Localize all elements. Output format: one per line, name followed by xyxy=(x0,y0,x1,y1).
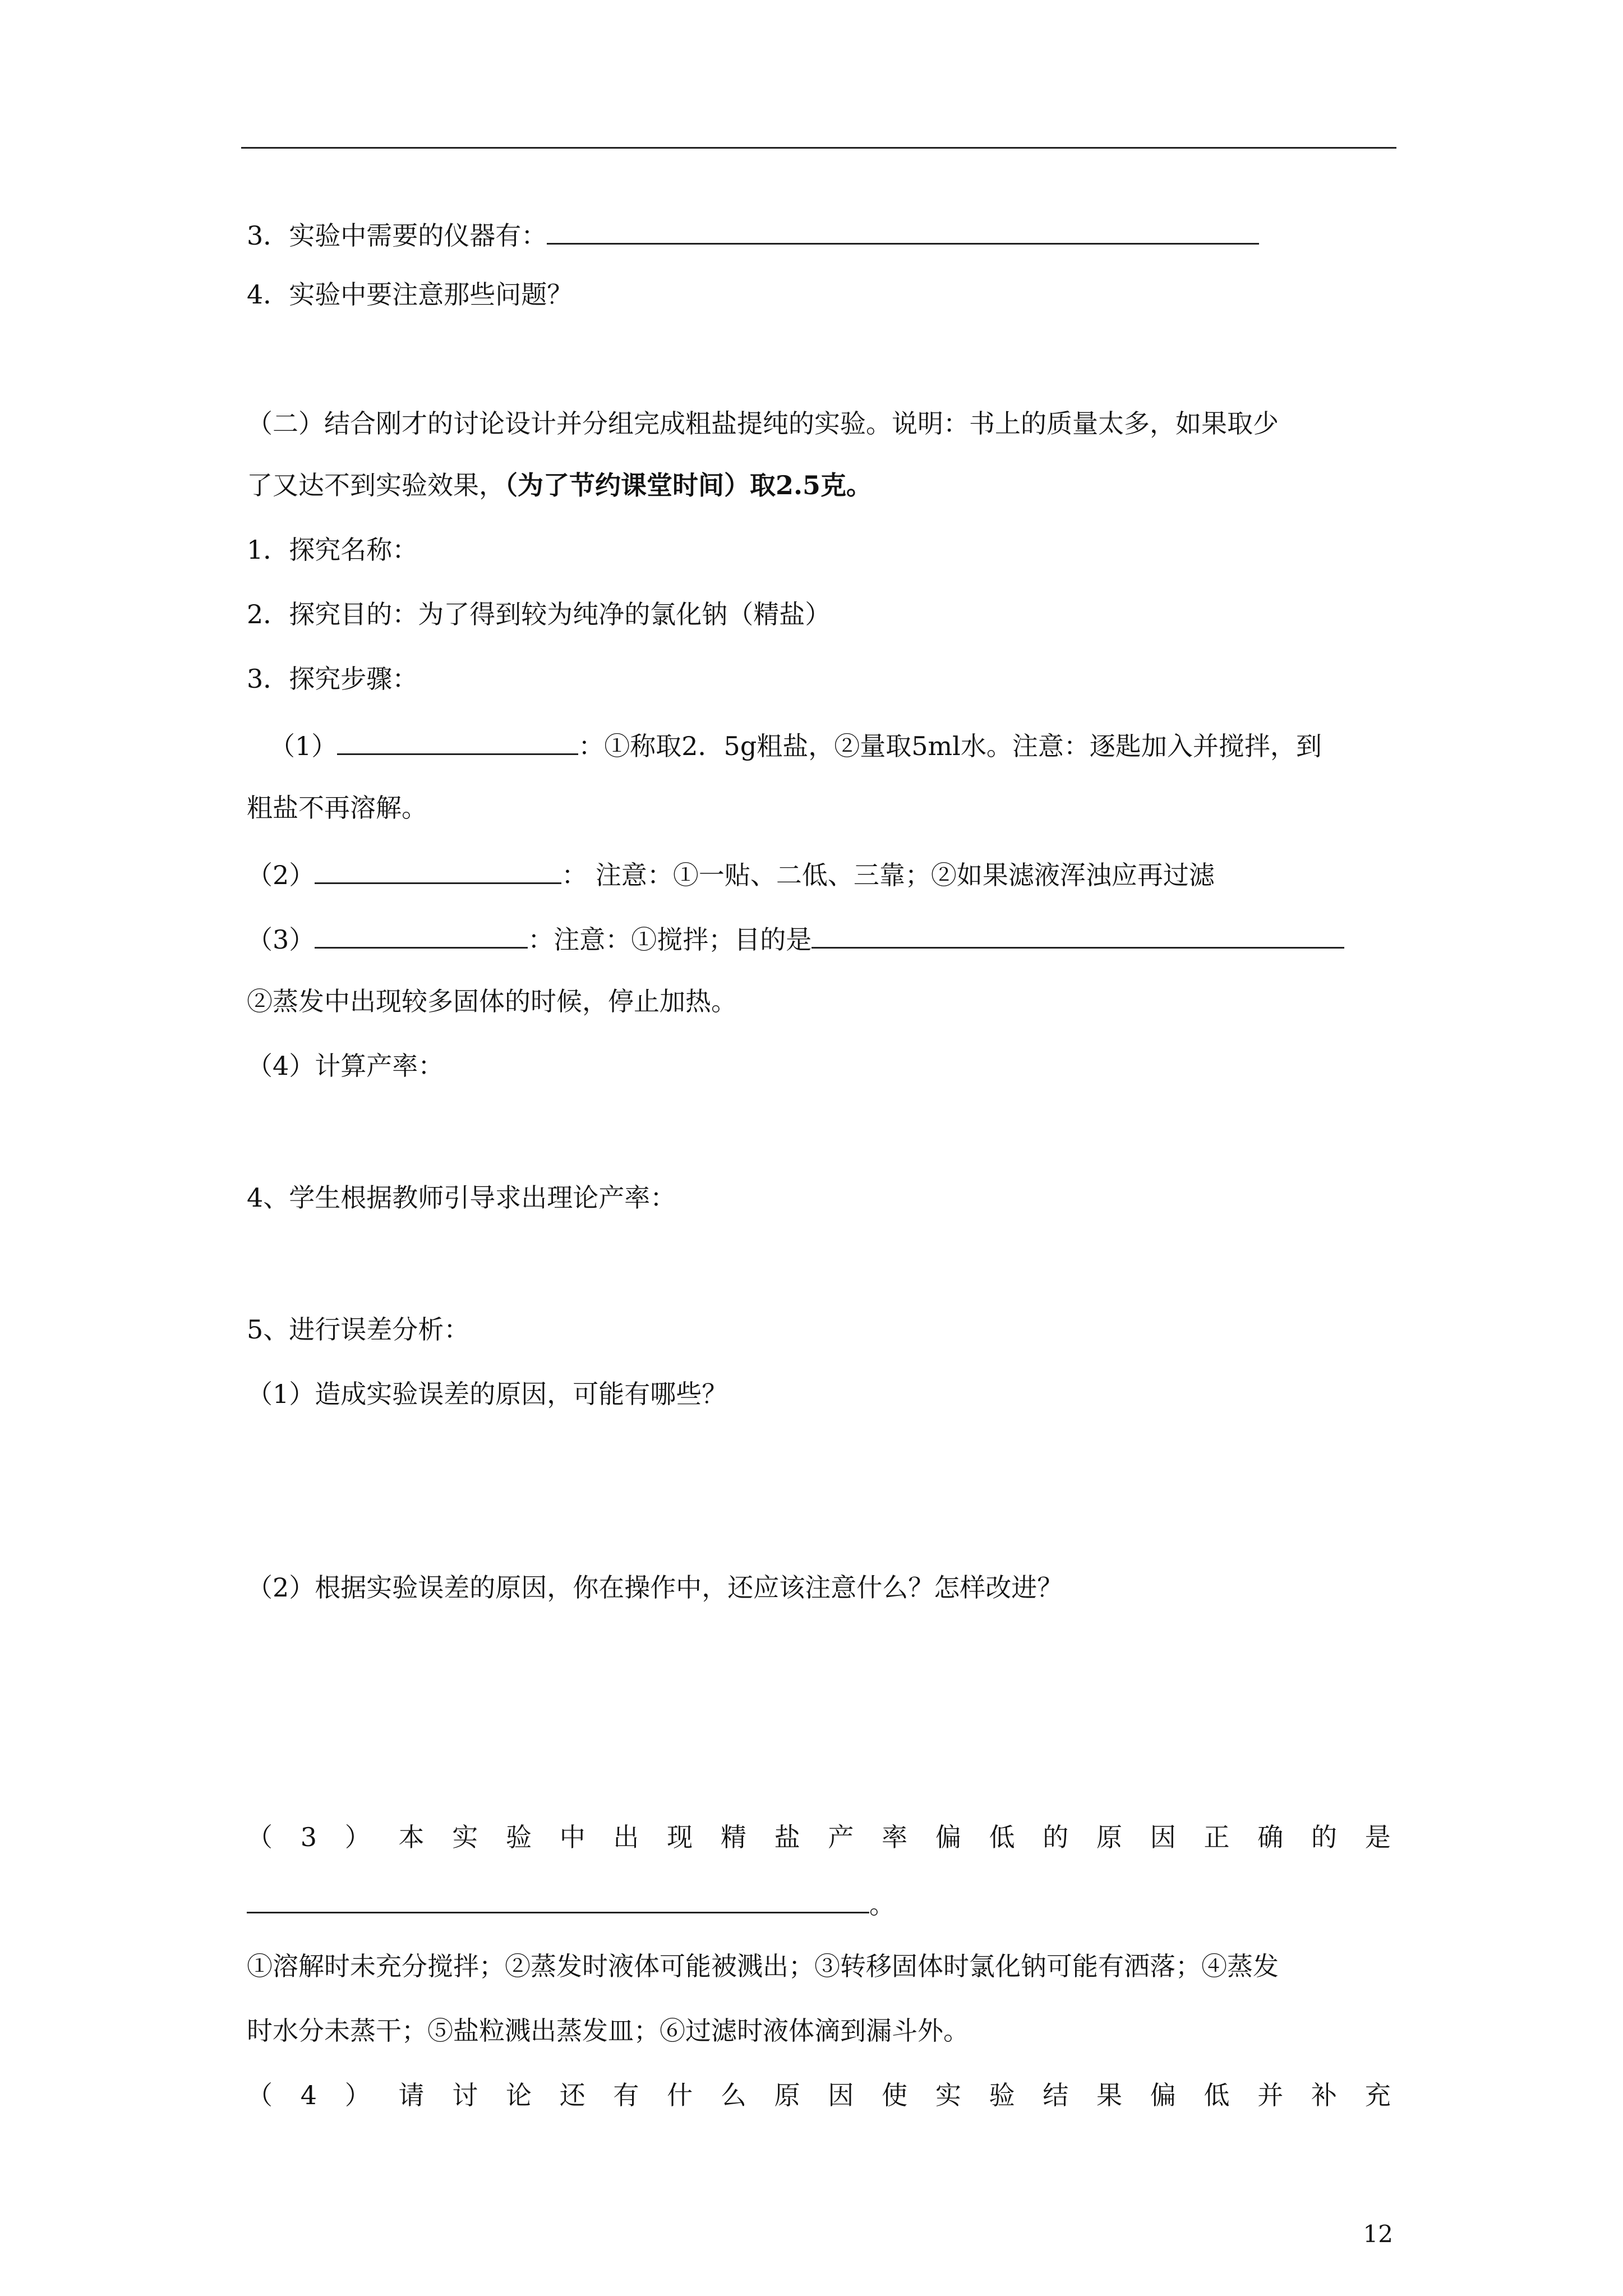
q4-char: 果 xyxy=(1096,2080,1123,2110)
q3-char: 产 xyxy=(828,1822,854,1852)
q4-char: 充 xyxy=(1364,2080,1391,2110)
q4-char: 使 xyxy=(882,2080,908,2110)
step-1 xyxy=(269,726,1322,763)
error-analysis: 5、进行误差分析： xyxy=(247,1314,470,1345)
q4-char: 讨 xyxy=(452,2080,478,2110)
q4-char: 么 xyxy=(720,2080,746,2110)
q3-char: 盐 xyxy=(774,1822,800,1852)
error-q3-answer xyxy=(247,1885,895,1921)
q3-char: 实 xyxy=(452,1822,478,1852)
q4-char: 偏 xyxy=(1150,2080,1176,2110)
q4-char: 补 xyxy=(1311,2080,1337,2110)
step-3-number: （3） xyxy=(247,924,315,955)
answer-blank[interactable] xyxy=(547,216,1259,245)
q4-char: 有 xyxy=(613,2080,639,2110)
q3-char: 验 xyxy=(505,1822,532,1852)
section-2-bold-note: （为了节约课堂时间）取2.5克。 xyxy=(505,470,873,500)
q4-char: 结 xyxy=(1043,2080,1069,2110)
q4-char: 验 xyxy=(989,2080,1015,2110)
q3-char: 3 xyxy=(300,1822,317,1852)
q4-char: 论 xyxy=(505,2080,532,2110)
step-3 xyxy=(247,920,1344,956)
theoretical-yield: 4、学生根据教师引导求出理论产率： xyxy=(247,1182,676,1213)
q3-char: 原 xyxy=(1096,1822,1123,1852)
step-3-text: ：注意：①搅拌；目的是 xyxy=(528,924,812,955)
page-number: 12 xyxy=(1363,2220,1393,2248)
explore-steps: 3．探究步骤： xyxy=(247,664,418,694)
error-q3-period: 。 xyxy=(869,1889,895,1920)
step-1-blank[interactable] xyxy=(337,726,578,755)
q3-char: 本 xyxy=(398,1822,425,1852)
q4-char: 因 xyxy=(828,2080,854,2110)
q4-char: ） xyxy=(344,2080,371,2110)
error-q3 xyxy=(247,1820,1391,1854)
error-q3-blank[interactable] xyxy=(247,1885,869,1913)
section-2-intro-text: 了又达不到实验效果， xyxy=(247,470,505,500)
step-3-cont: ②蒸发中出现较多固体的时候，停止加热。 xyxy=(247,986,737,1016)
q3-char: 正 xyxy=(1204,1822,1230,1852)
q4-char: 请 xyxy=(398,2080,425,2110)
q3-char: 的 xyxy=(1043,1822,1069,1852)
q4-char: 什 xyxy=(667,2080,693,2110)
section-2-intro: （二）结合刚才的讨论设计并分组完成粗盐提纯的实验。说明：书上的质量太多，如果取少 xyxy=(247,408,1279,439)
q3-char: （ xyxy=(247,1822,273,1852)
error-options-2: 时水分未蒸干；⑤盐粒溅出蒸发皿；⑥过滤时液体滴到漏斗外。 xyxy=(247,2016,969,2046)
q3-char: 是 xyxy=(1364,1822,1391,1852)
q3-char: 精 xyxy=(720,1822,746,1852)
q3-char: 率 xyxy=(882,1822,908,1852)
q3-char: 确 xyxy=(1257,1822,1284,1852)
explore-purpose: 2．探究目的：为了得到较为纯净的氯化钠（精盐） xyxy=(247,599,831,629)
q4-char: 4 xyxy=(300,2080,317,2110)
step-2-number: （2） xyxy=(247,860,315,890)
step-3-blank[interactable] xyxy=(315,920,528,949)
step-1-text: ：①称取2．5g粗盐，②量取5ml水。注意：逐匙加入并搅拌，到 xyxy=(578,731,1322,761)
error-options-1: ①溶解时未充分搅拌；②蒸发时液体可能被溅出；③转移固体时氯化钠可能有洒落；④蒸发 xyxy=(247,1951,1279,1981)
q4-char: 原 xyxy=(774,2080,800,2110)
explore-name: 1．探究名称： xyxy=(247,535,418,565)
step-2-blank[interactable] xyxy=(315,855,561,884)
q4-char: （ xyxy=(247,2080,273,2110)
question-4-precautions: 4．实验中要注意那些问题？ xyxy=(247,279,573,310)
step-1-cont: 粗盐不再溶解。 xyxy=(247,793,427,823)
error-q1: （1）造成实验误差的原因，可能有哪些？ xyxy=(247,1379,728,1409)
error-q2: （2）根据实验误差的原因，你在操作中，还应该注意什么？怎样改进？ xyxy=(247,1572,1063,1603)
step-2-text: ： 注意：①一贴、二低、三靠；②如果滤液浑浊应再过滤 xyxy=(561,860,1215,890)
q4-char: 还 xyxy=(559,2080,585,2110)
q3-char: 低 xyxy=(989,1822,1015,1852)
step-4: （4）计算产率： xyxy=(247,1051,444,1081)
step-1-number: （1） xyxy=(269,731,338,761)
step-2 xyxy=(247,855,1215,892)
q3-char: 出 xyxy=(613,1822,639,1852)
section-2-intro-cont xyxy=(247,468,872,502)
q3-char: 偏 xyxy=(935,1822,961,1852)
q4-char: 低 xyxy=(1204,2080,1230,2110)
q3-char: 现 xyxy=(667,1822,693,1852)
q3-char: 因 xyxy=(1150,1822,1176,1852)
question-3-text: 3．实验中需要的仪器有： xyxy=(247,220,547,251)
error-q4 xyxy=(247,2078,1391,2112)
question-3-instruments xyxy=(247,216,1259,252)
q4-char: 实 xyxy=(935,2080,961,2110)
header-rule xyxy=(241,147,1396,149)
q4-char: 并 xyxy=(1257,2080,1284,2110)
q3-char: ） xyxy=(344,1822,371,1852)
q3-char: 中 xyxy=(559,1822,585,1852)
step-3-purpose-blank[interactable] xyxy=(811,920,1344,949)
q3-char: 的 xyxy=(1311,1822,1337,1852)
